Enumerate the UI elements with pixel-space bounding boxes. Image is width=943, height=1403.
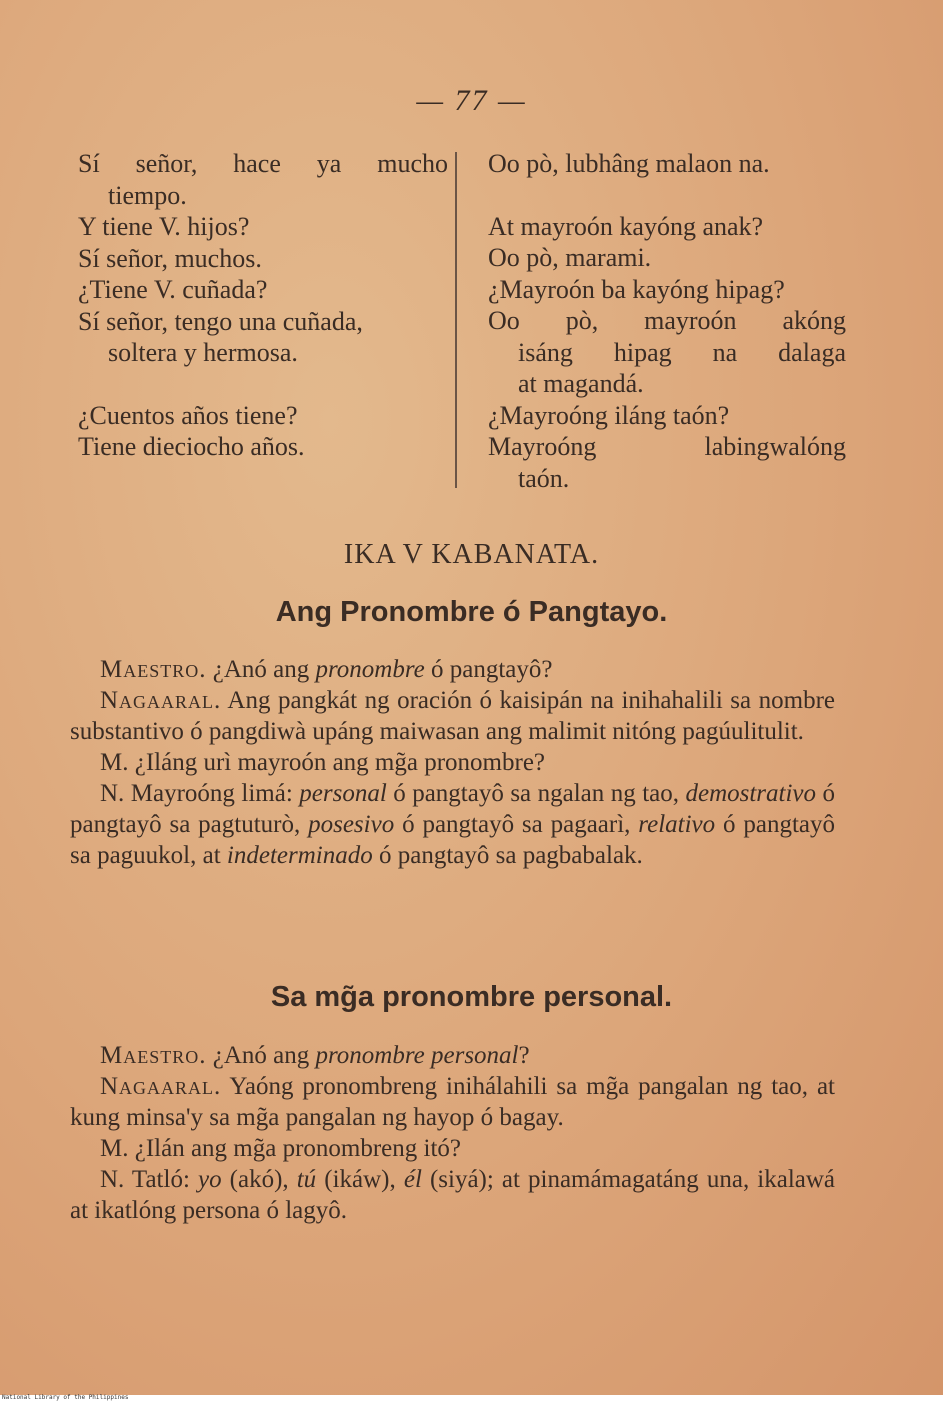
section-body-pronombre [70,654,835,871]
dialogue-line: Oo pò, mayroón akóng [488,306,846,335]
speaker-label: N. [100,1166,125,1193]
paragraph: M. ¿Ilán ang mg̃a pronombreng itó? [100,1135,462,1162]
speaker-label: Maestro. [100,1042,207,1069]
dialogue-line: Sí señor, tengo una cuñada, [78,306,363,336]
footer-text: National Library of the Philippines [2,1394,129,1401]
chapter-heading: IKA V KABANATA. [343,539,600,570]
dialogue-line: Sí señor, hace ya mucho [78,149,448,178]
speaker-label: N. [100,780,125,807]
dialogue-line: At mayroón kayóng anak? [488,211,764,241]
speaker-label: Maestro. [100,656,207,683]
dialogue-line: at magandá. [518,369,644,398]
page-number: — 77 — [416,84,527,117]
dialogue-line: Y tiene V. hijos? [78,212,250,241]
dialogue-line: ¿Cuentos años tiene? [78,400,298,430]
paragraph: Nagaaral. Ang pangkát ng oración ó kaisipán na inihahalili sa nombre substantivo ó pangdiwà upáng maiwasan ang malimit nitóng pagúulitulit. [70,687,835,745]
speaker-label: M. [100,749,129,776]
dialogue-line: Oo pò, marami. [488,243,652,272]
dialogue-line: Oo pò, lubhâng malaon na. [488,149,770,178]
dialogue-line: isáng hipag na dalaga [518,337,846,367]
dialogue-line: taón. [518,463,570,493]
dialogue-line: ¿Mayroóng iláng taón? [488,400,730,430]
dialogue-line: ¿Tiene V. cuñada? [78,275,268,304]
dialogue-line: Mayroóng labingwalóng [488,432,846,461]
dialogue-line: ¿Mayroón ba kayóng hipag? [488,274,785,304]
tagalog-dialogue-column [488,148,846,494]
library-footer [0,1395,943,1403]
section-title-pronombre: Ang Pronombre ó Pangtayo. [275,596,668,628]
dialogue-line: tiempo. [108,180,187,210]
paragraph: Nagaaral. Yaóng pronombreng inihálahili sa mg̃a pangalan ng tao, at kung minsa'y sa mg̃a pangalan ng hayop ó bagay. [70,1073,835,1131]
paragraph: Maestro. ¿Anó ang pronombre ó pangtayô? [100,656,553,683]
dialogue-line: Tiene dieciocho años. [78,432,305,461]
speaker-label: Nagaaral. [100,1073,222,1100]
dialogue-line: Sí señor, muchos. [78,243,262,273]
paragraph: Maestro. ¿Anó ang pronombre personal? [100,1042,530,1069]
paragraph: M. ¿Iláng urì mayroón ang mg̃a pronombre? [100,749,546,776]
speaker-label: M. [100,1135,129,1162]
paragraph: N. Mayroóng limá: personal ó pangtayô sa ngalan ng tao, demostrativo ó pangtayô sa pagtuturò, posesivo ó pangtayô sa pagaarì, relativo ó pangtayô sa paguukol, at indeterminado ó pangtayô sa pagbabalak. [70,780,836,869]
paragraph: N. Tatló: yo (akó), tú (ikáw), él (siyá); at pinamámagatáng una, ikalawá at ikatlóng persona ó lagyô. [70,1166,836,1224]
column-divider [455,152,457,488]
spanish-dialogue-column [78,148,448,463]
dialogue-line: soltera y hermosa. [108,338,298,367]
speaker-label: Nagaaral. [100,687,222,714]
section-title-personal: Sa mg̃a pronombre personal. [270,981,673,1013]
section-body-personal [70,1040,835,1226]
